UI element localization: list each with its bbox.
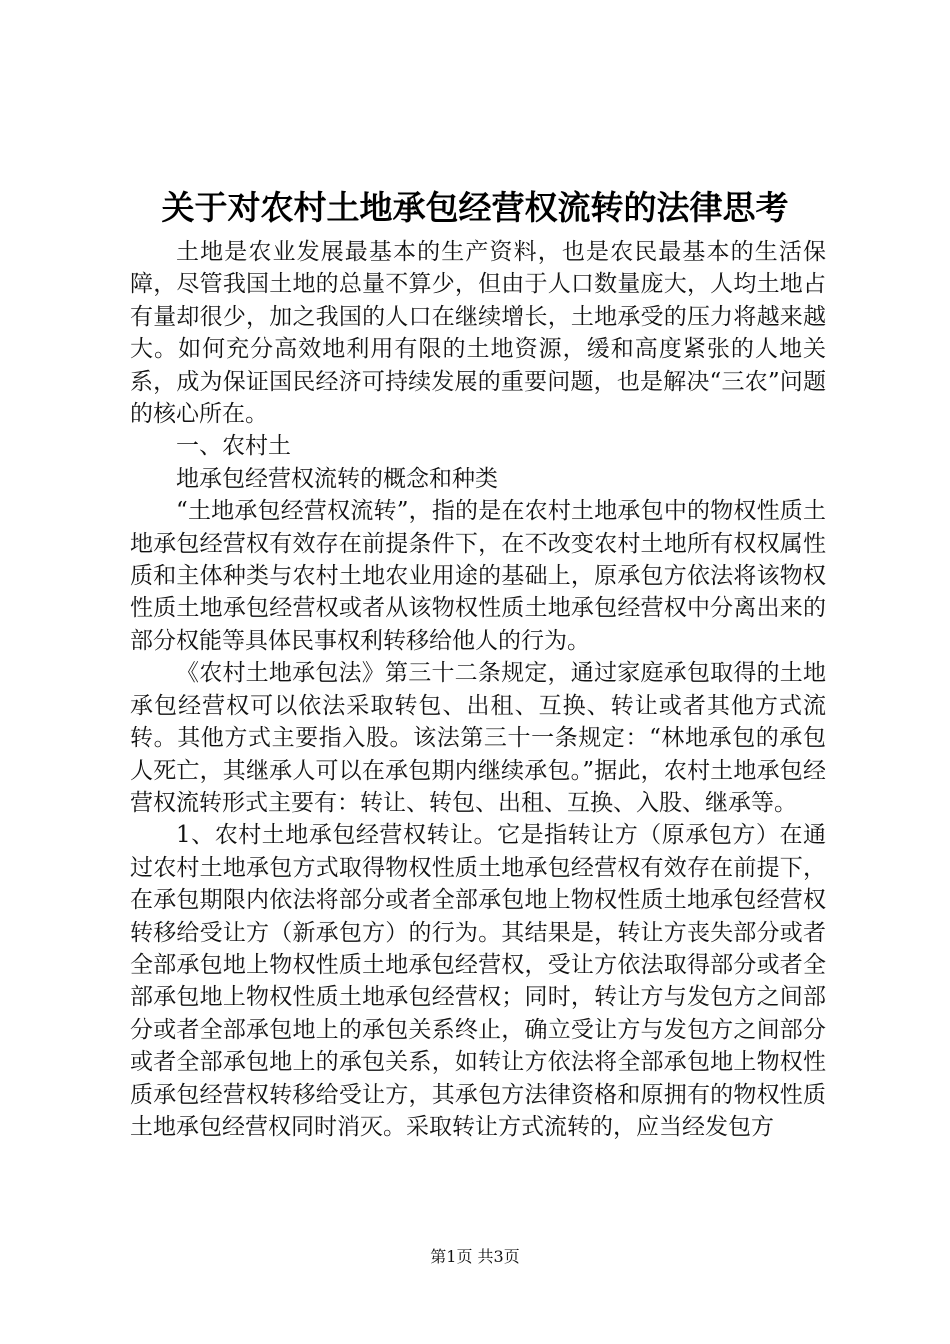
paragraph-definition: “土地承包经营权流转”，指的是在农村土地承包中的物权性质土地承包经营权有效存在前提条件下，在不改变农村土地所有权权属性质和主体种类与农村土地农业用途的基础上，原承包方依法将该物权性质土地承包经营权或者从该物权性质土地承包经营权中分离出来的部分权能等具体民事权利转移给他人的行为。 (130, 498, 826, 654)
document-body (130, 236, 826, 1143)
paragraph-transfer: 1、农村土地承包经营权转让。它是指转让方（原承包方）在通过农村土地承包方式取得物权性质土地承包经营权有效存在前提下，在承包期限内依法将部分或者全部承包地上物权性质土地承包经营权转移给受让方（新承包方）的行为。其结果是，转让方丧失部分或者全部承包地上物权性质土地承包经营权，受让方依法取得部分或者全部承包地上物权性质土地承包经营权；同时，转让方与发包方之间部分或者全部承包地上的承包关系终止，确立受让方与发包方之间部分或者全部承包地上的承包关系，如转让方依法将全部承包地上物权性质承包经营权转移给受让方，其承包方法律资格和原拥有的物权性质土地承包经营权同时消灭。采取转让方式流转的，应当经发包方 (130, 822, 826, 1140)
paragraph-intro: 土地是农业发展最基本的生产资料，也是农民最基本的生活保障，尽管我国土地的总量不算少，但由于人口数量庞大，人均土地占有量却很少，加之我国的人口在继续增长，土地承受的压力将越来越大。如何充分高效地利用有限的土地资源，缓和高度紧张的人地关系，成为保证国民经济可持续发展的重要问题，也是解决“三农”问题的核心所在。 (130, 239, 826, 428)
page-number-footer: 第1页 共3页 (430, 1247, 520, 1266)
section-heading-part2: 地承包经营权流转的概念和种类 (176, 465, 498, 492)
document-title: 关于对农村土地承包经营权流转的法律思考 (161, 188, 789, 227)
section-heading-part1: 一、农村土 (176, 433, 291, 460)
paragraph-law-provisions: 《农村土地承包法》第三十二条规定，通过家庭承包取得的土地承包经营权可以依法采取转包、出租、互换、转让或者其他方式流转。其他方式主要指入股。该法第三十一条规定：“林地承包的承包人死亡，其继承人可以在承包期内继续承包。”据此，农村土地承包经营权流转形式主要有：转让、转包、出租、互换、入股、继承等。 (130, 660, 826, 816)
